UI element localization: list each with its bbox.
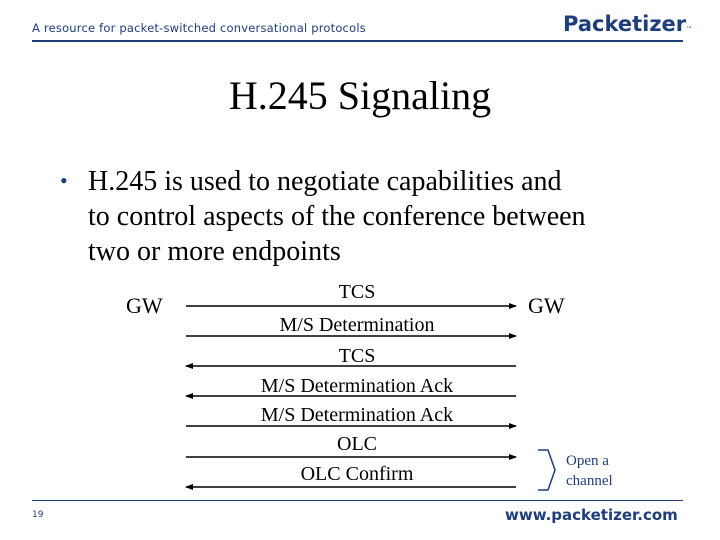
message-label: M/S Determination	[279, 314, 435, 336]
footer-divider	[32, 500, 683, 501]
brand-name: Packetizer	[563, 12, 687, 36]
bullet-line: H.245 is used to negotiate capabilities and	[88, 166, 562, 197]
open-channel-annotation	[566, 451, 613, 491]
bullet-line: to control aspects of the conference between	[88, 201, 586, 232]
bullet-icon: •	[60, 168, 68, 193]
message-label: M/S Determination Ack	[260, 404, 454, 426]
annotation-brace	[538, 450, 555, 490]
slide-title: H.245 Signaling	[228, 73, 492, 118]
bullet-line: two or more endpoints	[88, 236, 341, 267]
annotation-line: channel	[566, 473, 613, 489]
trademark-mark: ™	[686, 26, 693, 33]
right-gateway-label: GW	[528, 293, 565, 318]
slide-number: 19	[32, 510, 44, 520]
message-label: OLC	[337, 433, 377, 455]
message-label: TCS	[338, 281, 376, 303]
message-label: OLC Confirm	[300, 463, 414, 485]
message-label: TCS	[338, 345, 376, 367]
message-label: M/S Determination Ack	[260, 375, 454, 397]
tagline: A resource for packet-switched conversational protocols	[32, 21, 366, 35]
website-url: www.packetizer.com	[505, 506, 678, 524]
annotation-line: Open a	[566, 453, 609, 469]
left-gateway-label: GW	[126, 293, 163, 318]
